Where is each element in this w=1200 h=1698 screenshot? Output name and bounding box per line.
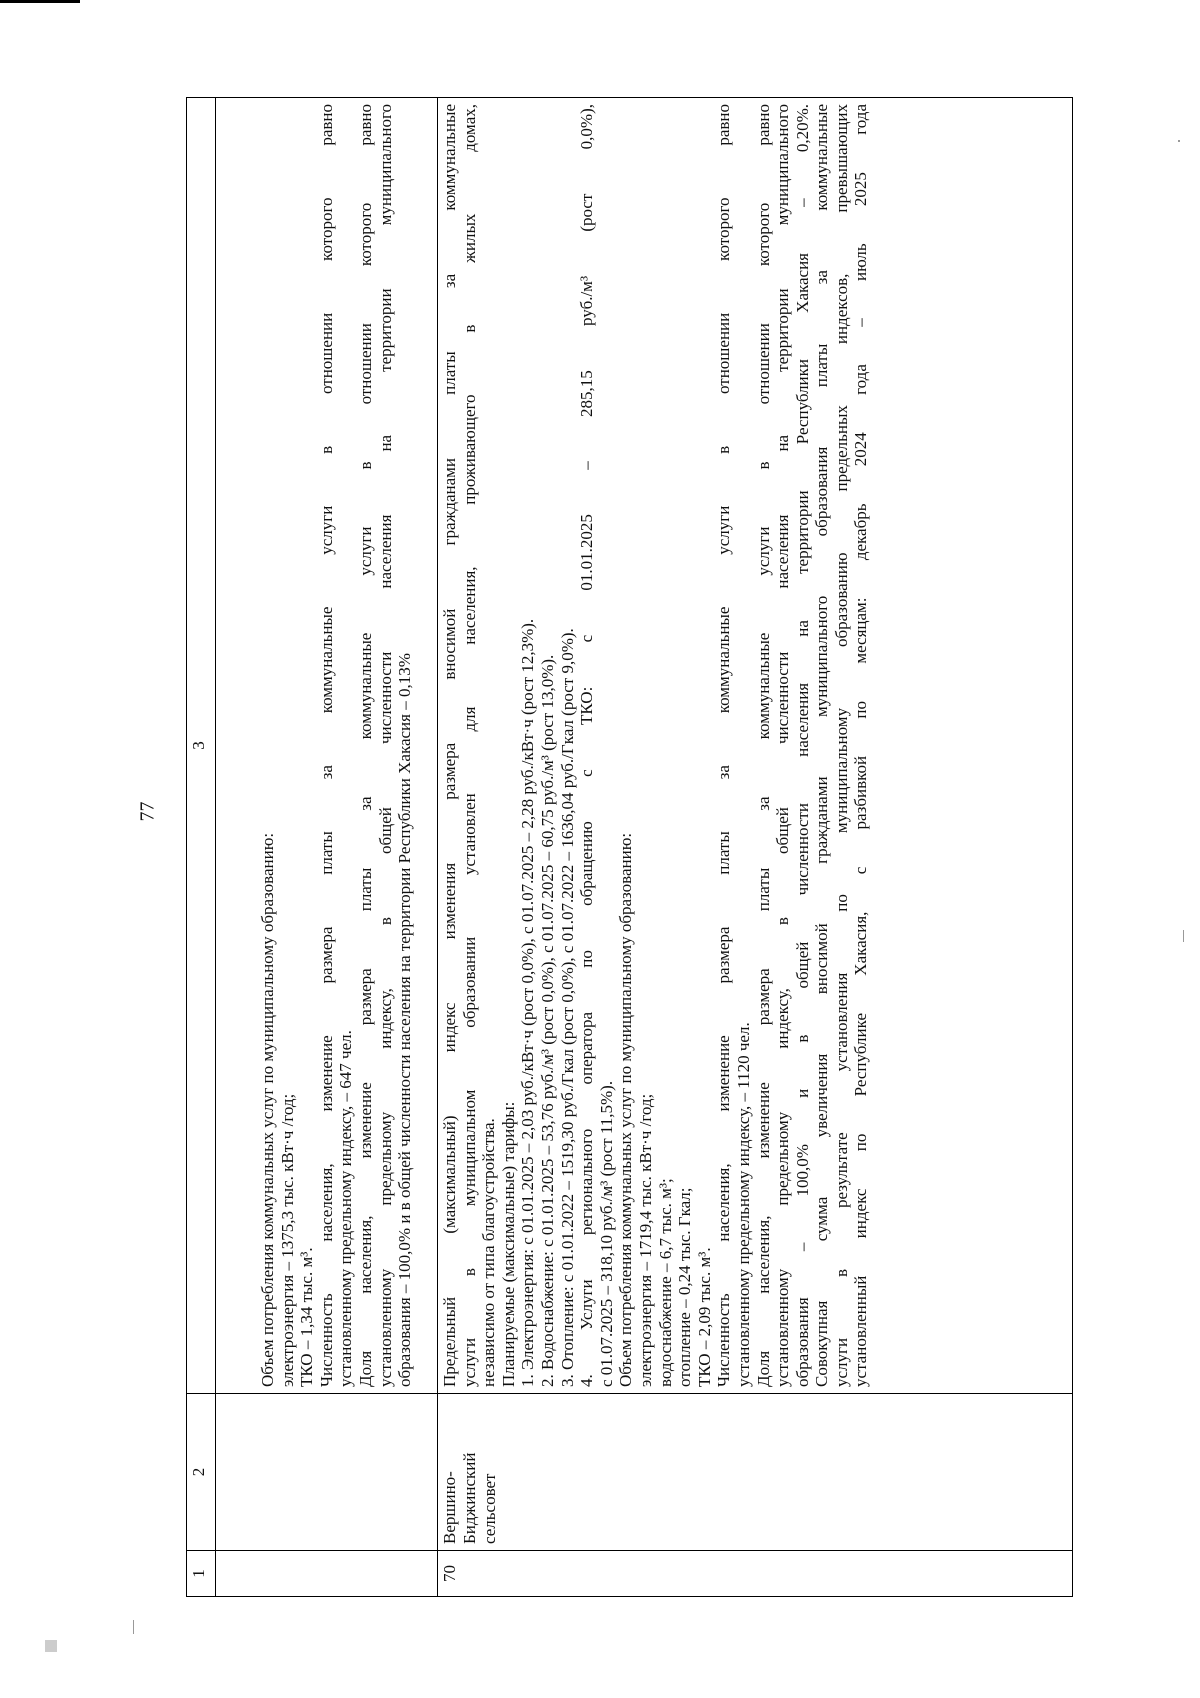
text-line: Объем потребления коммунальных услуг по муниципальному образованию: xyxy=(616,832,636,1387)
row-number-cell xyxy=(216,1551,438,1597)
table-header-row xyxy=(187,98,216,1597)
text-line: установленный индекс по Республике Хакасия, с разбивкой по месяцам: декабрь 2024 года – июль 2025 года xyxy=(851,104,871,1387)
scan-speck xyxy=(133,1620,134,1634)
text-line: услуги в муниципальном образовании установлен для населения, проживающего в жилых домах, xyxy=(459,104,479,1387)
text-line: установленному предельному индексу, – 1120 чел. xyxy=(733,1022,753,1387)
text-line: услуги в результате установления по муниципальному образованию предельных индексов, превышающих xyxy=(831,104,851,1387)
text-line: Предельный (максимальный) индекс изменения размера вносимой гражданами платы за коммунальные xyxy=(440,104,459,1387)
text-line: Доля населения, изменение размера платы за коммунальные услуги в отношении которого равно xyxy=(355,104,375,1387)
text-line: отопление – 0,24 тыс. Гкал; xyxy=(675,1187,695,1387)
tariff-table xyxy=(186,97,1073,1597)
page-corner-mark xyxy=(0,0,80,3)
text-line: Планируемые (максимальные) тарифы: xyxy=(498,1101,518,1387)
scan-speck xyxy=(45,1640,57,1652)
column-header-1: 1 xyxy=(187,1551,216,1597)
text-line: ТКО – 2,09 тыс. м³. xyxy=(694,1247,714,1387)
text-line: с 01.07.2025 – 318,10 руб./м³ (рост 11,5%). xyxy=(596,1080,616,1387)
table-row xyxy=(438,98,1073,1597)
text-line: установленному предельному индексу, – 647 чел. xyxy=(336,1030,356,1387)
text-line: установленному предельному индексу, в общей численности населения на территории муниципального xyxy=(375,104,395,1387)
column-header-2: 2 xyxy=(187,1394,216,1551)
scan-speck xyxy=(1183,930,1184,942)
municipality-name-cell: Вершино-Биджинский сельсовет xyxy=(438,1394,1073,1551)
municipality-name-cell xyxy=(216,1394,438,1551)
text-line: Численность населения, изменение размера платы за коммунальные услуги в отношении которого равно xyxy=(316,104,336,1387)
rotated-page-content xyxy=(186,97,1073,1597)
text-line: независимо от типа благоустройства. xyxy=(479,1118,499,1387)
table-row xyxy=(216,98,438,1597)
text-line: 2. Водоснабжение: с 01.01.2025 – 53,76 руб./м³ (рост 0,0%), с 01.07.2025 – 60,75 руб./м³ (рост 13,0%). xyxy=(537,654,557,1387)
row-description-cell xyxy=(216,98,438,1394)
text-line: 1. Электроэнергия: с 01.01.2025 – 2,03 руб./кВт·ч (рост 0,0%), с 01.07.2025 – 2,28 руб./кВт·ч (рост 12,3%). xyxy=(518,618,538,1387)
text-line: установленному предельному индексу, в общей численности населения на территории муниципального xyxy=(773,104,793,1387)
text-line: образования – 100,0% и в общей численности населения на территории Республики Хакасия – 0,20%. xyxy=(792,104,812,1387)
row-number-cell: 70 xyxy=(438,1551,1073,1597)
scan-speck xyxy=(1178,140,1180,142)
text-line: 3. Отопление: с 01.01.2022 – 1519,30 руб./Гкал (рост 0,0%), с 01.07.2022 – 1636,04 руб./Гкал (рост 9,0%). xyxy=(557,628,577,1387)
text-line: водоснабжение – 6,7 тыс. м³; xyxy=(655,1178,675,1387)
text-line: ТКО – 1,34 тыс. м³. xyxy=(297,1247,317,1387)
text-line: электроэнергия – 1375,3 тыс. кВт·ч /год; xyxy=(277,1093,297,1387)
text-line: электроэнергия – 1719,4 тыс. кВт·ч /год; xyxy=(635,1093,655,1387)
text-line: образования – 100,0% и в общей численности населения на территории Республики Хакасия – 0,13% xyxy=(395,653,415,1387)
text-line: Численность населения, изменение размера платы за коммунальные услуги в отношении которого равно xyxy=(714,104,734,1387)
text-line: Доля населения, изменение размера платы за коммунальные услуги в отношении которого равно xyxy=(753,104,773,1387)
column-header-3: 3 xyxy=(187,98,216,1394)
text-line: Совокупная сумма увеличения вносимой гражданами муниципального образования платы за коммунальные xyxy=(812,104,832,1387)
page-number: 77 xyxy=(136,801,159,822)
text-line: 4. Услуги регионального оператора по обращению с ТКО: с 01.01.2025 – 285,15 руб./м³ (рост 0,0%), xyxy=(577,104,597,1387)
text-line: Объем потребления коммунальных услуг по муниципальному образованию: xyxy=(258,832,277,1387)
row-description-cell xyxy=(438,98,1073,1394)
